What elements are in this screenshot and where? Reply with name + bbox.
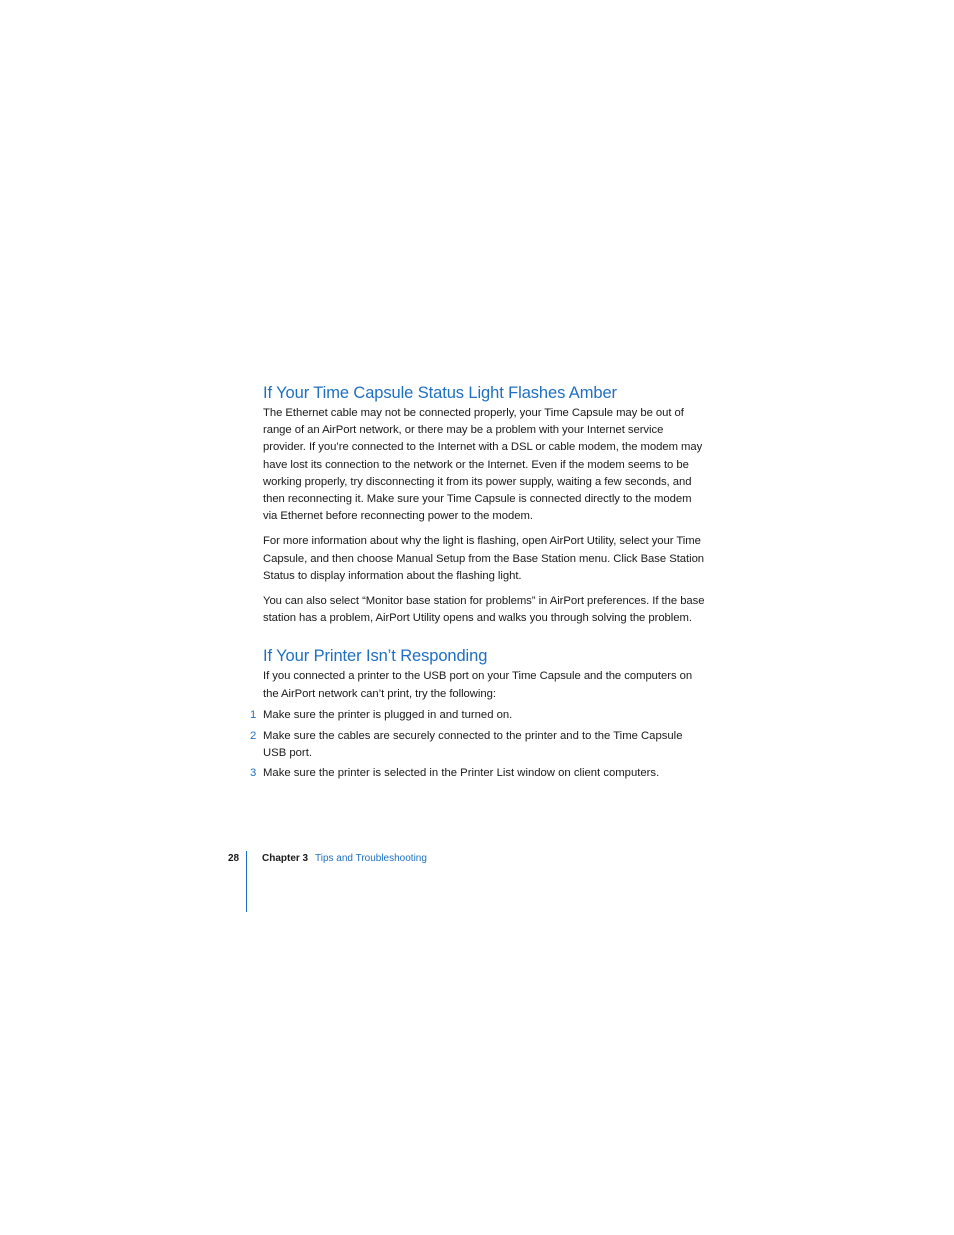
page-number: 28 <box>228 853 240 864</box>
steps-list <box>250 707 708 783</box>
section-heading-printer: If Your Printer Isn’t Responding <box>263 647 488 666</box>
page-content <box>250 381 708 786</box>
list-item <box>250 707 708 724</box>
list-item <box>250 765 708 782</box>
step-text: Make sure the printer is plugged in and turned on. <box>263 708 513 721</box>
step-number: 3 <box>250 767 257 780</box>
step-text: Make sure the cables are securely connected to the printer and to the Time Capsule USB port. <box>263 729 683 759</box>
page-footer <box>0 851 954 913</box>
body-paragraph: You can also select “Monitor base station for problems” in AirPort preferences. If the base station has a problem, AirPort Utility opens and walks you through solving the problem. <box>263 595 705 625</box>
body-paragraph: The Ethernet cable may not be connected properly, your Time Capsule may be out of range of an AirPort network, or there may be a problem with your Internet service provider. If you’re connected to the Internet with a DSL or cable modem, the modem may have lost its connection to the network or the Internet. Even if the modem seems to be working properly, try disconnecting it from its power supply, waiting a few seconds, and then reconnecting it. Make sure your Time Capsule is connected directly to the modem via Ethernet before reconnecting power to the modem. <box>263 407 703 523</box>
body-paragraph: For more information about why the light is flashing, open AirPort Utility, select your Time Capsule, and then choose Manual Setup from the Base Station menu. Click Base Station Status to display information about the flashing light. <box>263 535 705 582</box>
chapter-label: Chapter 3 <box>262 853 309 864</box>
step-number: 2 <box>250 729 257 742</box>
chapter-title: Tips and Troubleshooting <box>315 853 427 864</box>
step-number: 1 <box>250 708 257 721</box>
footer-divider <box>246 851 247 912</box>
list-item <box>250 728 708 762</box>
section-heading-status-light: If Your Time Capsule Status Light Flashes Amber <box>263 384 617 402</box>
step-text: Make sure the printer is selected in the Printer List window on client computers. <box>263 767 660 780</box>
body-paragraph: If you connected a printer to the USB port on your Time Capsule and the computers on the AirPort network can’t print, try the following: <box>263 670 693 700</box>
